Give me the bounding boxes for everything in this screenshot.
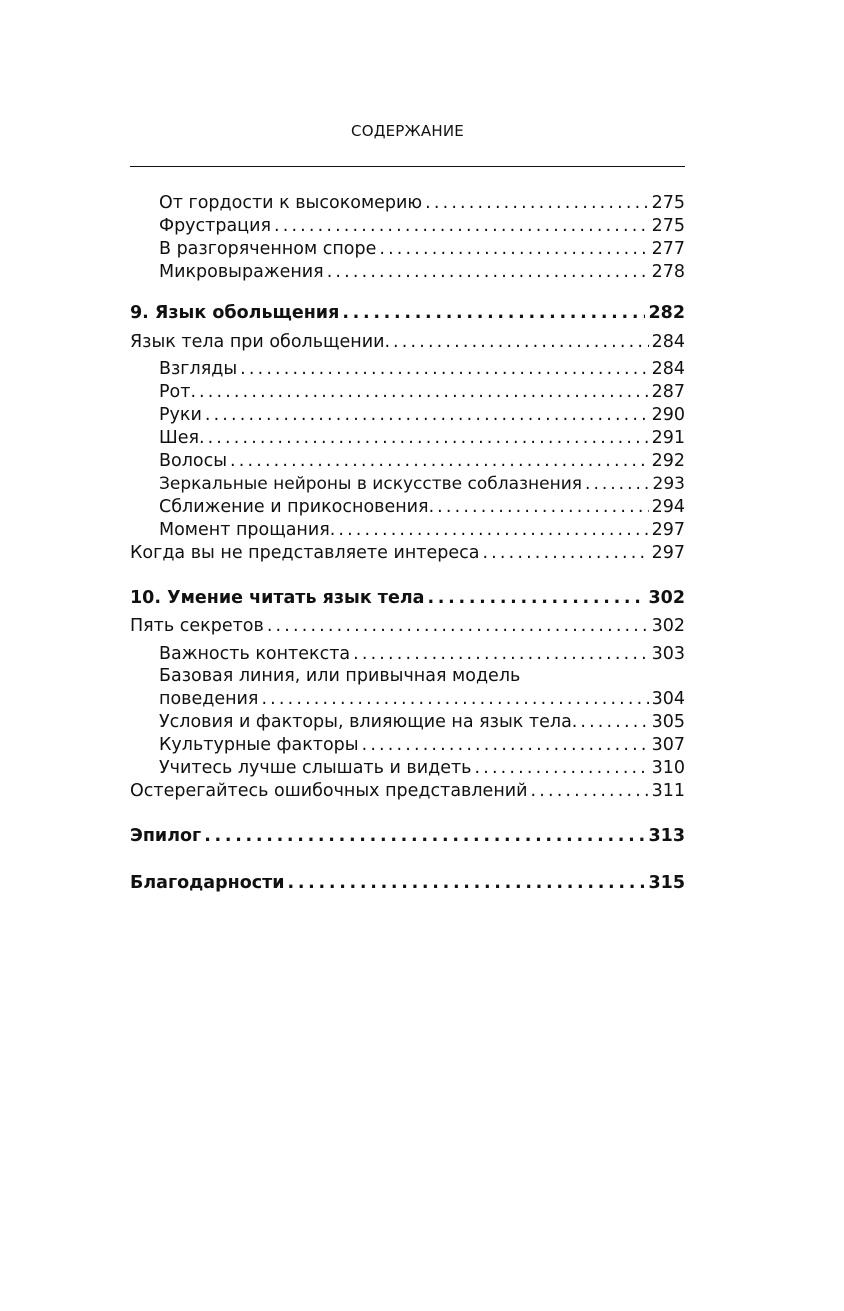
toc-entry-page: 287 <box>651 382 685 402</box>
toc-entry-page: 284 <box>651 359 685 379</box>
toc-entry <box>159 687 685 711</box>
toc-entry-page: 278 <box>651 262 685 282</box>
toc-entry-page: 304 <box>651 689 685 709</box>
toc-leader-dots <box>531 779 649 803</box>
toc-chapter-title: Благодарности <box>130 873 285 893</box>
toc-leader-dots <box>205 403 649 427</box>
toc-entry-title: Волосы <box>159 451 228 471</box>
toc-entry-page: 275 <box>651 216 685 236</box>
toc-entry <box>159 449 685 473</box>
toc-entry-page: 275 <box>651 193 685 213</box>
toc-leader-dots <box>362 733 649 757</box>
toc-entry-title: В разгоряченном споре <box>159 239 377 259</box>
toc-leader-dots <box>475 756 649 780</box>
toc-chapter-entry <box>130 824 685 848</box>
toc-entry <box>159 237 685 261</box>
toc-entry-title: Учитесь лучше слышать и видеть <box>159 758 472 778</box>
toc-leader-dots <box>288 871 646 895</box>
toc-entry <box>159 642 685 666</box>
toc-entry <box>159 733 685 757</box>
toc-leader-dots <box>427 586 645 610</box>
toc-entry-page: 294 <box>651 497 685 517</box>
toc-leader-dots <box>338 518 648 542</box>
toc-leader-dots <box>208 426 649 450</box>
header-divider <box>130 166 685 167</box>
toc-entry-title: Шея. <box>159 428 205 448</box>
toc-entry-title: поведения <box>159 689 259 709</box>
toc-chapter-page: 282 <box>648 303 685 323</box>
toc-entry-page: 292 <box>651 451 685 471</box>
toc-entry-title: Сближение и прикосновения. <box>159 497 435 517</box>
toc-chapter-title: 10. Умение читать язык тела <box>130 588 425 608</box>
toc-chapter-entry <box>130 871 685 895</box>
toc-entry-title: Культурные факторы <box>159 735 359 755</box>
toc-entry <box>159 518 685 542</box>
toc-leader-dots <box>425 191 648 215</box>
toc-section-page: 297 <box>651 543 685 563</box>
toc-entry-title: Микровыражения <box>159 262 324 282</box>
toc-chapter-title: 9. Язык обольщения <box>130 303 340 323</box>
toc-entry-title: Фрустрация <box>159 216 271 236</box>
toc-entry-page: 310 <box>651 758 685 778</box>
toc-leader-dots <box>261 687 648 711</box>
toc-entry <box>159 357 685 381</box>
toc-entry <box>159 710 685 734</box>
toc-leader-dots <box>353 642 648 666</box>
toc-entry <box>159 756 685 780</box>
toc-section-page: 284 <box>651 332 685 352</box>
toc-entry-page: 290 <box>651 405 685 425</box>
toc-leader-dots <box>199 380 649 404</box>
toc-entry-page: 297 <box>651 520 685 540</box>
toc-chapter-title: Эпилог <box>130 826 202 846</box>
toc-entry <box>159 380 685 404</box>
toc-entry-page: 303 <box>651 644 685 664</box>
toc-entry-page: 307 <box>651 735 685 755</box>
toc-leader-dots <box>274 214 649 238</box>
toc-entry-page: 293 <box>652 474 685 494</box>
toc-section-title: Когда вы не представляете интереса <box>130 543 480 563</box>
toc-section-title: Пять секретов <box>130 616 264 636</box>
toc-leader-dots <box>393 330 649 354</box>
toc-section-title: Остерегайтесь ошибочных представлений <box>130 781 528 801</box>
toc-entry <box>159 472 685 496</box>
running-head-title: СОДЕРЖАНИЕ <box>351 122 464 140</box>
toc-leader-dots <box>379 237 648 261</box>
toc-chapter-page: 313 <box>648 826 685 846</box>
toc-leader-dots <box>327 260 649 284</box>
toc-entry-title: Момент прощания. <box>159 520 336 540</box>
toc-entry <box>159 191 685 215</box>
toc-leader-dots <box>342 301 645 325</box>
toc-leader-dots <box>580 710 648 734</box>
toc-entry-title: Взгляды <box>159 359 238 379</box>
toc-entry-title: Условия и факторы, влияющие на язык тела. <box>159 712 578 732</box>
toc-entry-title: Зеркальные нейроны в искусстве соблазнения <box>159 474 583 494</box>
toc-entry-title: Важность контекста <box>159 644 351 664</box>
toc-entry-title: Руки <box>159 405 202 425</box>
toc-section-entry <box>130 541 685 565</box>
toc-leader-dots <box>240 357 648 381</box>
toc-entry-title-line1: Базовая линия, или привычная модель <box>159 666 521 686</box>
toc-leader-dots <box>585 472 650 496</box>
toc-chapter-page: 302 <box>648 588 685 608</box>
toc-entry <box>159 495 685 519</box>
toc-leader-dots <box>437 495 648 519</box>
toc-entry <box>159 426 685 450</box>
toc-leader-dots <box>204 824 645 848</box>
toc-entry-page: 291 <box>651 428 685 448</box>
toc-chapter-entry <box>130 301 685 325</box>
toc-section-page: 311 <box>651 781 685 801</box>
toc-entry-title: Рот. <box>159 382 197 402</box>
toc-leader-dots <box>230 449 649 473</box>
toc-entry-page: 305 <box>651 712 685 732</box>
toc-section-entry <box>130 779 685 803</box>
toc-leader-dots <box>267 614 649 638</box>
toc-chapter-entry <box>130 586 685 610</box>
toc-entry <box>159 214 685 238</box>
toc-chapter-page: 315 <box>648 873 685 893</box>
toc-leader-dots <box>482 541 648 565</box>
toc-section-entry <box>130 330 685 354</box>
toc-entry-title: От гордости к высокомерию <box>159 193 423 213</box>
toc-section-title: Язык тела при обольщении. <box>130 332 391 352</box>
toc-section-page: 302 <box>651 616 685 636</box>
toc-entry <box>159 403 685 427</box>
toc-entry-page: 277 <box>651 239 685 259</box>
toc-entry <box>159 260 685 284</box>
toc-section-entry <box>130 614 685 638</box>
